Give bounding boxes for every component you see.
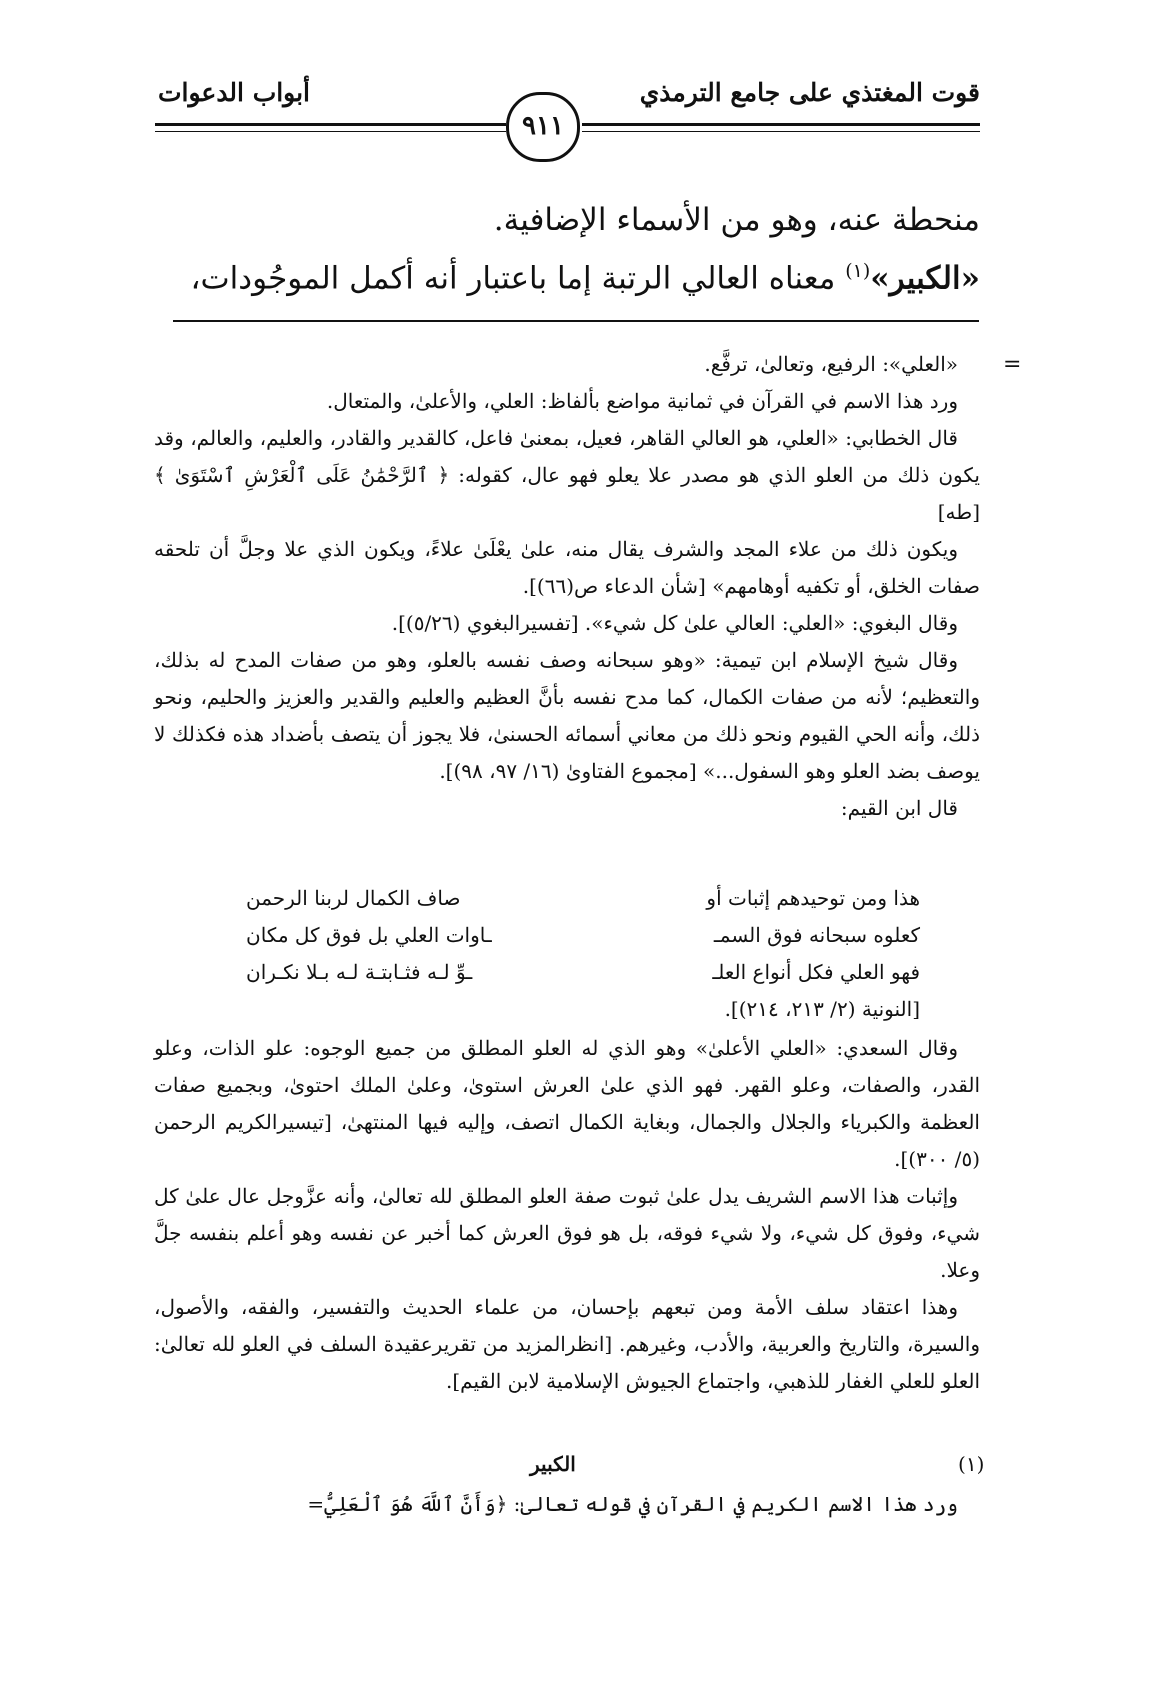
poem-verse	[154, 954, 980, 991]
header-rule-left	[155, 123, 506, 126]
footnote-block-2	[154, 1030, 980, 1400]
footnote-title: الكبير	[530, 1452, 576, 1476]
verse-first-half: فهو العلي فكل أنواع العلـ	[712, 960, 920, 984]
poem-verse	[154, 917, 980, 954]
header-rule-left-thin	[155, 131, 506, 132]
fn-para: وقال السعدي: «العلي الأعلىٰ» وهو الذي له العلو المطلق من جميع الوجوه: علو الذات، وعلو القدر، والصفات، وعلو القهر. فهو الذي علىٰ العرش استوىٰ، وعلىٰ الملك احتوىٰ، وبجميع صفات العظمة والكبرياء والجلال والجمال، وبغاية الكمال اتصف، وإليه فيها المنتهىٰ، [تيسيرالكريم الرحمن (٥/ ٣٠٠)].	[154, 1036, 981, 1171]
main-line-1: منحطة عنه، وهو من الأسماء الإضافية.	[493, 202, 980, 238]
continuation-mark: =	[1003, 352, 1022, 377]
footnote-ref: (١)	[845, 260, 871, 282]
fn-para: «العلي»: الرفيع، وتعالىٰ، ترفَّع.	[704, 352, 958, 376]
verse-first-half: هذا ومن توحيدهم إثبات أو	[706, 886, 920, 910]
book-title: قوت المغتذي على جامع الترمذي	[639, 78, 980, 107]
fn-para: قال ابن القيم:	[840, 796, 958, 820]
fn-para: ويكون ذلك من علاء المجد والشرف يقال منه، علىٰ يعْلَىٰ علاءً، ويكون الذي علا وجلَّ أن تلحقه صفات الخلق، أو تكفيه أوهامهم» [شأن الدعاء ص(٦٦)].	[154, 537, 980, 598]
fn-para: وإثبات هذا الاسم الشريف يدل علىٰ ثبوت صفة العلو المطلق لله تعالىٰ، وأنه عزَّوجل عال علىٰ كل شيء، وفوق كل شيء، ولا شيء فوقه، بل هو فوق العرش كما أخبر عن نفسه وهو أعلم بنفسه جلَّ وعلا.	[154, 1184, 980, 1282]
footnote-number: (١)	[958, 1452, 985, 1476]
header-rule-right	[582, 123, 980, 126]
main-line-2	[160, 260, 980, 296]
poem	[154, 880, 980, 1028]
poem-verse	[154, 880, 980, 917]
fn-para: وقال البغوي: «العلي: العالي علىٰ كل شيء». [تفسيرالبغوي (٥/٢٦)].	[391, 611, 958, 635]
poem-reference: [النونية (٢/ ٢١٣، ٢١٤)].	[724, 997, 920, 1021]
term-kabir: «الكبير»	[870, 260, 980, 297]
verse-second-half: ـاوات العلي بل فوق كل مكان	[246, 923, 492, 947]
verse-second-half: صاف الكمال لربنا الرحمن	[246, 886, 461, 910]
header-rule-right-thin	[582, 131, 980, 132]
footnote-text: ورد هذا الاسم الكريم في القرآن في قوله تعالىٰ: ﴿وَأَنَّ ٱللَّهَ هُوَ ٱلْعَلِيُّ=	[307, 1492, 958, 1516]
verse-second-half: ـوِّ لـه فثـابتـة لـه بـلا نكـران	[246, 960, 473, 984]
fn-para: وهذا اعتقاد سلف الأمة ومن تبعهم بإحسان، من علماء الحديث والتفسير، والفقه، والأصول، والسيرة، والتاريخ والعربية، والأدب، وغيرهم. [انظرالمزيد من تقريرعقيدة السلف في العلو لله تعالىٰ: العلو للعلي الغفار للذهبي، واجتماع الجيوش الإسلامية لابن القيم].	[154, 1295, 980, 1393]
chapter-title: أبواب الدعوات	[158, 78, 311, 107]
footnote-block-1	[154, 346, 980, 827]
main-line-2-text: معناه العالي الرتبة إما باعتبار أنه أكمل الموجُودات،	[190, 260, 846, 297]
fn-para: وقال شيخ الإسلام ابن تيمية: «وهو سبحانه وصف نفسه بالعلو، وهو من صفات المدح له بذلك، والتعظيم؛ لأنه من صفات الكمال، كما مدح نفسه بأنَّ العظيم والعليم والقدير والعزيز والحليم، ونحو ذلك، وأنه الحي القيوم ونحو ذلك من معاني أسمائه الحسنىٰ، فلا يجوز أن يتصف بأضداد هذه فكذلك لا يوصف بضد العلو وهو السفول...» [مجموع الفتاوىٰ (١٦/ ٩٧، ٩٨)].	[154, 648, 980, 783]
footnote-separator	[173, 320, 979, 322]
page-number: ٩١١	[506, 92, 580, 162]
verse-first-half: كعلوه سبحانه فوق السمـ	[713, 923, 920, 947]
fn-para: ورد هذا الاسم في القرآن في ثمانية مواضع بألفاظ: العلي، والأعلىٰ، والمتعال.	[326, 389, 958, 413]
fn-para: قال الخطابي: «العلي، هو العالي القاهر، فعيل، بمعنىٰ فاعل، كالقدير والقادر، والعليم، والعالم، وقد يكون ذلك من العلو الذي هو مصدر علا يعلو فهو عال، كقوله: ﴿ ٱلرَّحْمَٰنُ عَلَى ٱلْعَرْشِ ٱسْتَوَىٰ ﴾ [طه]	[154, 426, 980, 524]
